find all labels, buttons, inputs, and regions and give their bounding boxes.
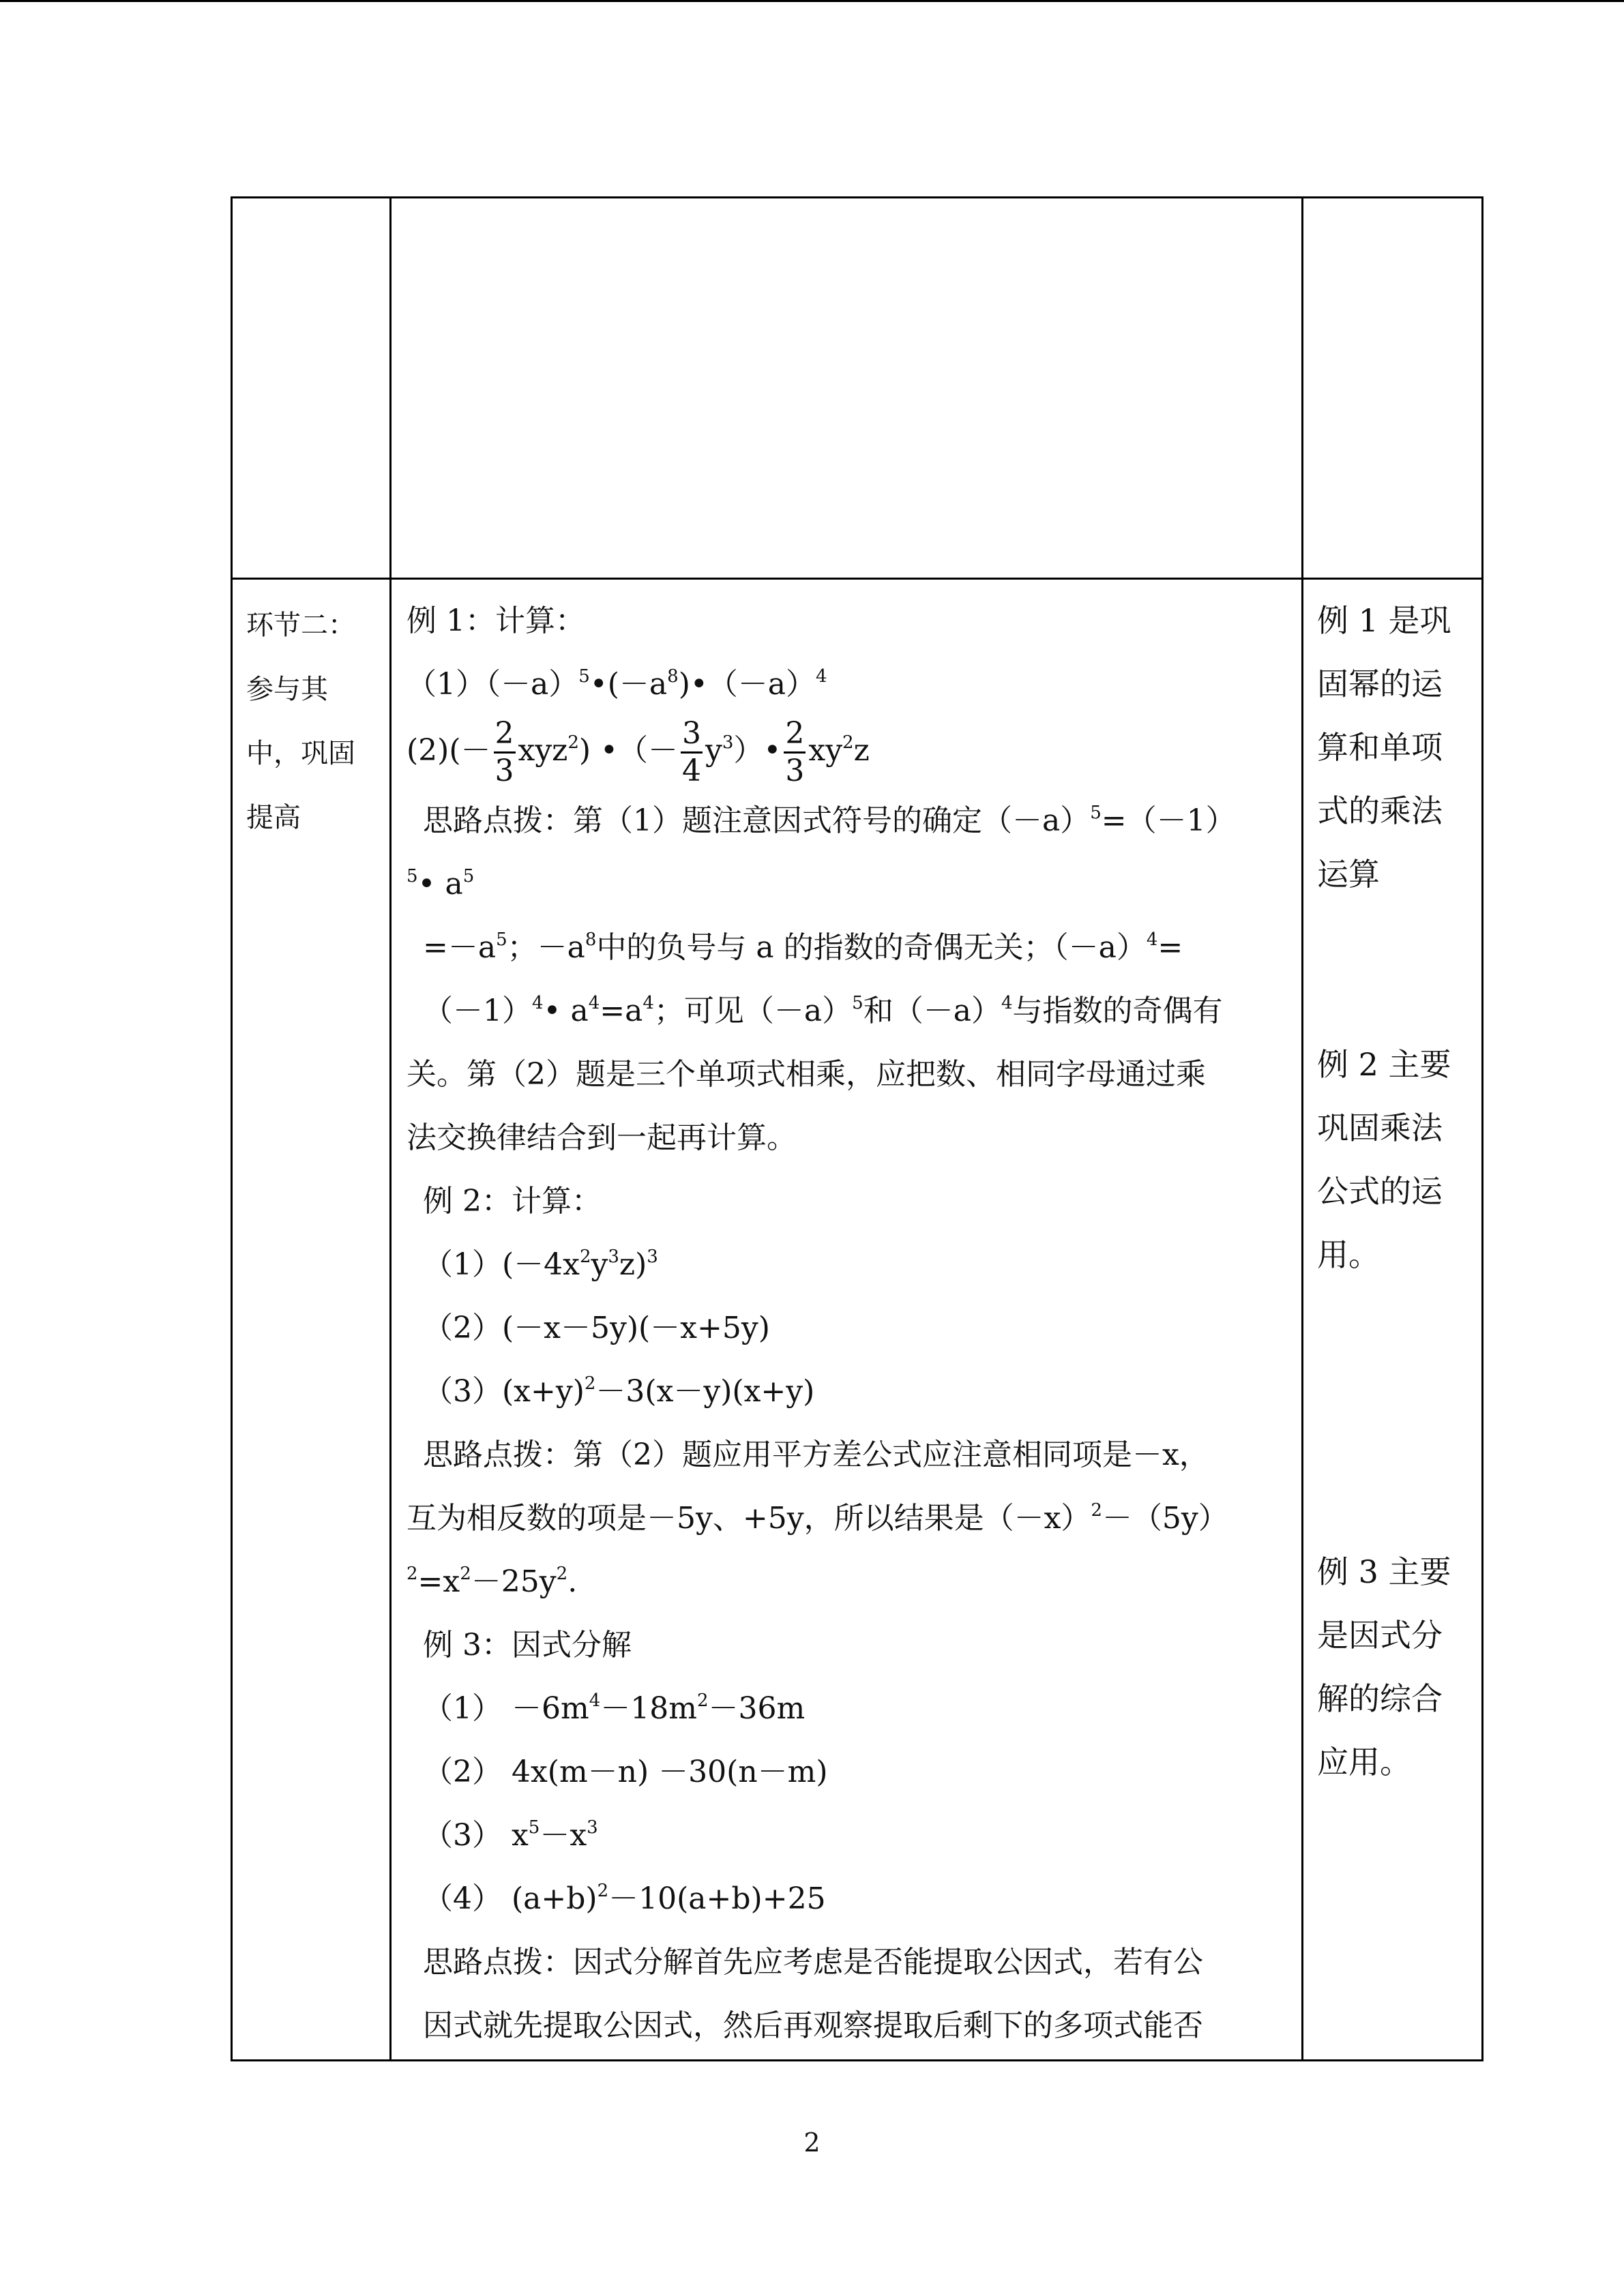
example-2-question-1: $(1)(-4x^2y^3z)^3$ bbox=[423, 1247, 658, 1282]
example-2-title: 例 2：计算： bbox=[423, 1184, 602, 1219]
example-3-question-3: （3） $x^5-x^3$ bbox=[423, 1817, 598, 1853]
note-line: 式的乘法 bbox=[1317, 792, 1443, 829]
table-row-stage-two bbox=[232, 579, 1483, 2061]
fraction: $\frac{3}{4}$ bbox=[682, 716, 702, 788]
hint-2-line: $^2=x^2-25y^2$. bbox=[407, 1564, 578, 1599]
hint-1-line: $^5$• $a^5$ bbox=[407, 866, 475, 901]
example-3-question-1: $(1) -6m^4-18m^2-36m$ bbox=[423, 1690, 806, 1726]
stage-label-line: 环节二： bbox=[246, 610, 355, 641]
lesson-content bbox=[392, 580, 1301, 2057]
fraction: $\frac{2}{3}$ bbox=[494, 716, 514, 788]
note-line: 公式的运 bbox=[1317, 1173, 1443, 1210]
hint-1-line: $=-a^5$；$-a^8$中的负号与 a 的指数的奇偶无关；$(-a)^4=$ bbox=[423, 929, 1183, 965]
content-cell-empty bbox=[391, 198, 1303, 579]
note-line: 例 3 主要 bbox=[1317, 1553, 1451, 1590]
example-3-question-4: （4） $(a+b)^2-10(a+b)+25$ bbox=[423, 1881, 826, 1916]
example-3-title: 例 3：因式分解 bbox=[423, 1628, 632, 1663]
fraction: $\frac{2}{3}$ bbox=[785, 716, 805, 788]
stage-label-line: 提高 bbox=[246, 802, 301, 833]
note-example-2 bbox=[1317, 1033, 1472, 1287]
teaching-notes bbox=[1303, 580, 1481, 1794]
note-line: 例 1 是巩 bbox=[1317, 602, 1451, 639]
table-row-empty bbox=[232, 198, 1483, 579]
example-1-question-2: (2)(－ $\frac{2}{3}$ xyz$^2$) •（－ $\frac{3}{4}$ $y^3)•$ $\frac{2}{3}$ $xy^2z$ bbox=[407, 716, 870, 788]
page-top-border bbox=[0, 0, 1624, 2]
note-example-3 bbox=[1317, 1540, 1472, 1794]
hint-1-line: 法交换律结合到一起再计算。 bbox=[407, 1120, 797, 1155]
notes-cell bbox=[1303, 579, 1483, 2061]
hint-1-line: 思路点拨：第（1）题注意因式符号的确定$(-a)^5=(-1)$ bbox=[423, 803, 1236, 838]
hint-1-line: 关。第（2）题是三个单项式相乘，应把数、相同字母通过乘 bbox=[407, 1057, 1206, 1092]
note-line: 解的综合 bbox=[1317, 1680, 1443, 1717]
stage-label-line: 参与其 bbox=[246, 674, 328, 705]
page-number: 2 bbox=[803, 2128, 821, 2158]
note-line: 巩固乘法 bbox=[1317, 1109, 1443, 1146]
note-line: 应用。 bbox=[1317, 1744, 1411, 1780]
note-line: 用。 bbox=[1317, 1236, 1380, 1273]
example-2-question-3: $(3)(x+y)^2-3(x-y)(x+y)$ bbox=[423, 1373, 815, 1409]
example-1-title: 例 1：计算： bbox=[407, 603, 585, 638]
example-2-question-2: （2）(－x－5y)(－x+5y) bbox=[423, 1311, 770, 1345]
stage-cell bbox=[232, 579, 391, 2061]
notes-cell-empty bbox=[1303, 198, 1483, 579]
stage-cell-empty bbox=[232, 198, 391, 579]
hint-3-line: 思路点拨：因式分解首先应考虑是否能提取公因式，若有公 bbox=[423, 1945, 1203, 1980]
note-line: 是因式分 bbox=[1317, 1617, 1443, 1654]
hint-1-line: $(-1)^4•$ $a^4=a^4$；可见$(-a)^5$和$(-a)^4$与指数的奇偶有 bbox=[423, 993, 1223, 1028]
hint-3-line: 因式就先提取公因式，然后再观察提取后剩下的多项式能否 bbox=[423, 2008, 1203, 2043]
stage-label-line: 中，巩固 bbox=[246, 738, 355, 769]
example-1-question-1: $(1)(-a)^5•(-a^8)•(-a)^4$ bbox=[407, 666, 827, 702]
hint-2-line: 思路点拨：第（2）题应用平方差公式应注意相同项是－x， bbox=[423, 1437, 1209, 1472]
content-cell bbox=[391, 579, 1303, 2061]
lesson-plan-table bbox=[231, 196, 1483, 2061]
note-line: 例 2 主要 bbox=[1317, 1046, 1451, 1083]
note-line: 算和单项 bbox=[1317, 729, 1443, 766]
stage-label bbox=[233, 580, 389, 850]
note-line: 运算 bbox=[1317, 856, 1380, 893]
hint-2-line: 互为相反数的项是－5y、+5y，所以结果是$(-x)^2-(5y)$ bbox=[407, 1500, 1228, 1536]
example-3-question-2: （2） 4x(m－n) －30(n－m) bbox=[423, 1755, 828, 1789]
note-line: 固幂的运 bbox=[1317, 666, 1443, 702]
note-example-1 bbox=[1317, 589, 1472, 906]
